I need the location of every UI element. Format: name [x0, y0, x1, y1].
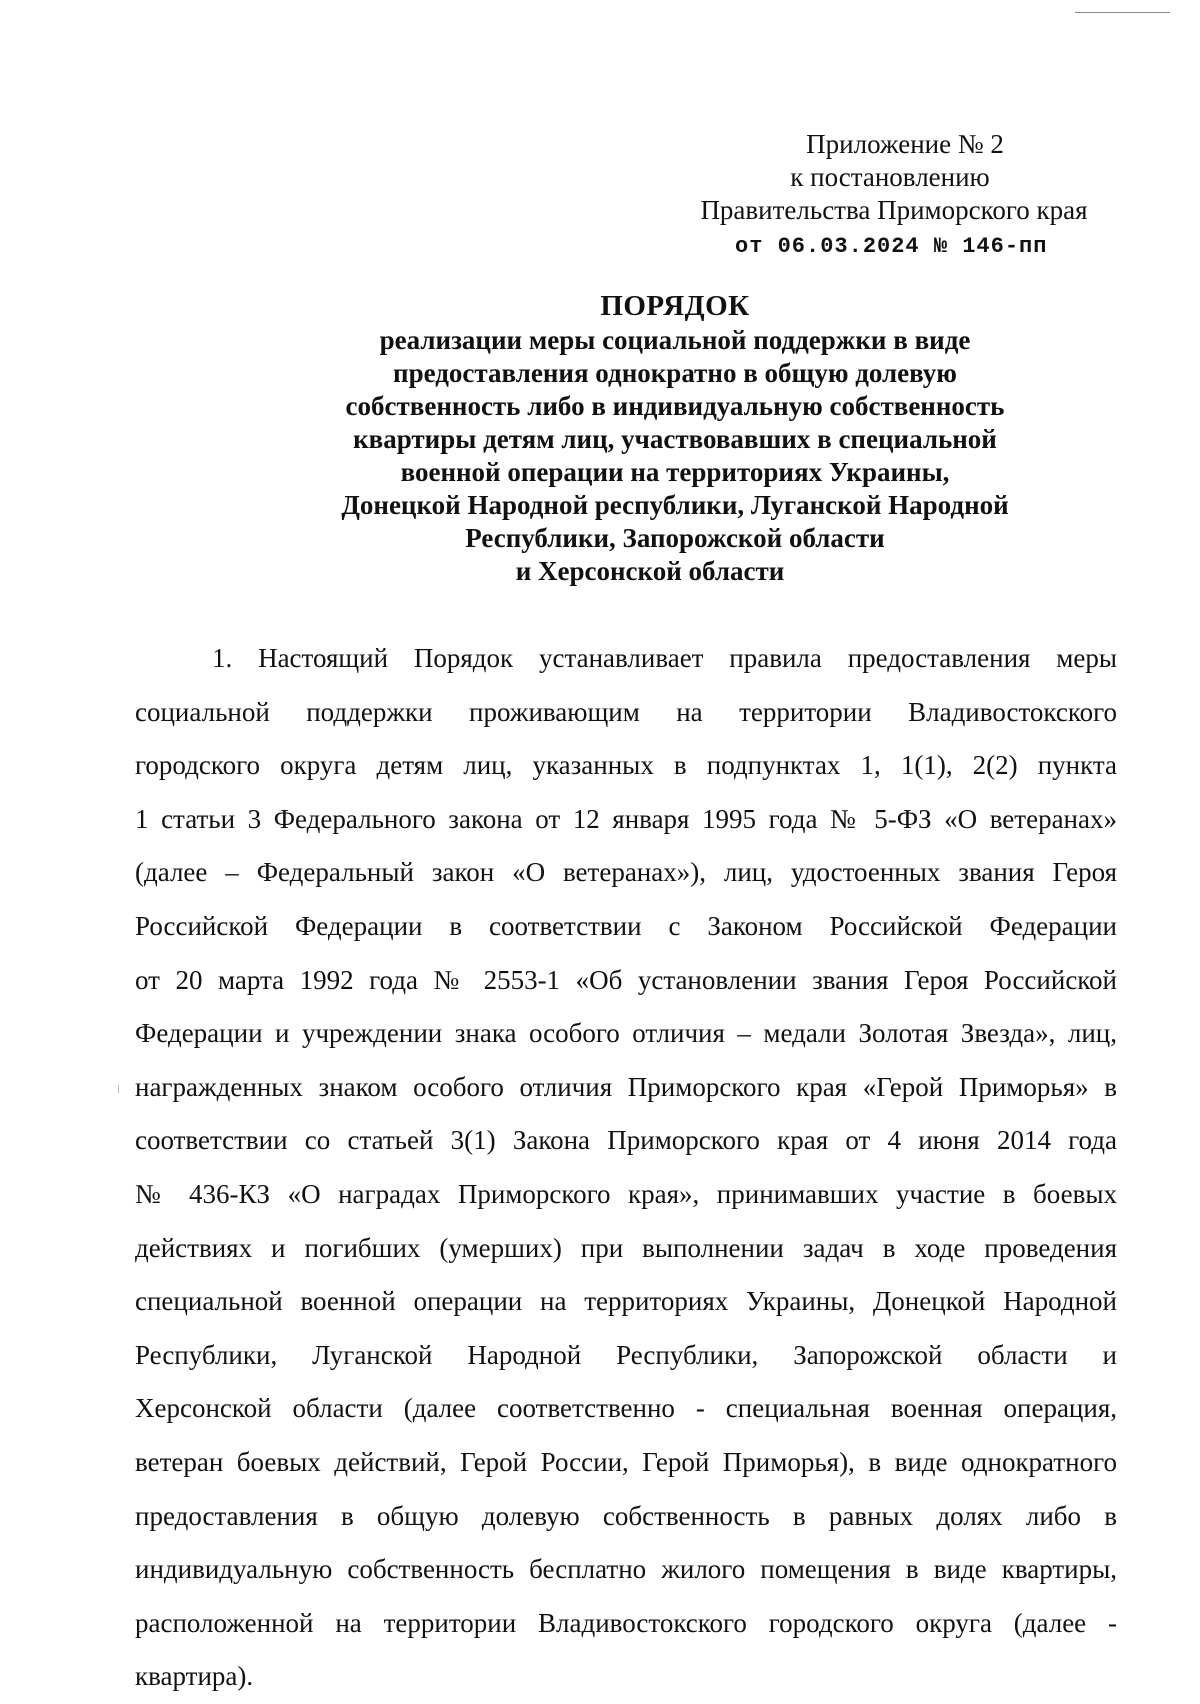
subtitle-line: и Херсонской области — [515, 556, 785, 586]
subtitle-line: квартиры детям лиц, участвовавших в специальной — [353, 424, 997, 454]
subtitle-line: предоставления однократно в общую долевую — [393, 358, 957, 388]
appendix-line: Приложение № 2 — [806, 129, 1004, 159]
subtitle-line: собственность либо в индивидуальную собственность — [345, 391, 1005, 421]
body-line: квартира). — [135, 1661, 254, 1692]
subtitle-line: Донецкой Народной республики, Луганской Народной — [341, 490, 1009, 520]
paragraph-1 — [135, 632, 1117, 1704]
body-line: соответствии со статьей 3(1) Закона Приморского края от 4 июня 2014 года — [135, 1125, 1117, 1156]
body-line: расположенной на территории Владивостокского городского округа (далее - — [135, 1607, 1117, 1638]
subtitle-line: Республики, Запорожской области — [465, 523, 885, 553]
subtitle-line: военной операции на территориях Украины, — [400, 457, 950, 487]
appendix-line: к постановлению — [790, 162, 990, 192]
document-title: ПОРЯДОК — [600, 290, 750, 322]
body-line: Федерации и учреждении знака особого отличия – медали Золотая Звезда», лиц, — [135, 1018, 1117, 1049]
body-line: индивидуальную собственность бесплатно жилого помещения в виде квартиры, — [135, 1554, 1117, 1585]
top-rule-divider — [1075, 12, 1170, 13]
document-date-number-stamp: от 06.03.2024 № 146-пп — [735, 234, 1048, 259]
body-line: специальной военной операции на территориях Украины, Донецкой Народной — [135, 1286, 1117, 1317]
body-line: Российской Федерации в соответствии с Законом Российской Федерации — [135, 910, 1117, 941]
body-line: городского округа детям лиц, указанных в подпунктах 1, 1(1), 2(2) пункта — [135, 750, 1117, 781]
body-line: предоставления в общую долевую собственность в равных долях либо в — [135, 1500, 1117, 1531]
appendix-line: Правительства Приморского края — [700, 195, 1088, 225]
body-line: социальной поддержки проживающим на территории Владивостокского — [135, 696, 1117, 727]
body-line: Херсонской области (далее соответственно - специальная военная операция, — [135, 1393, 1117, 1424]
body-line: Республики, Луганской Народной Республики, Запорожской области и — [135, 1339, 1117, 1370]
body-line: (далее – Федеральный закон «О ветеранах»), лиц, удостоенных звания Героя — [135, 857, 1117, 888]
body-line: 1 статьи 3 Федерального закона от 12 января 1995 года № 5-ФЗ «О ветеранах» — [135, 803, 1117, 834]
body-line: действиях и погибших (умерших) при выполнении задач в ходе проведения — [135, 1232, 1117, 1263]
body-line: № 436-КЗ «О наградах Приморского края», принимавших участие в боевых — [135, 1178, 1117, 1209]
subtitle-line: реализации меры социальной поддержки в виде — [379, 325, 971, 355]
body-line: от 20 марта 1992 года № 2553-1 «Об установлении звания Героя Российской — [135, 964, 1117, 995]
scan-margin-mark — [118, 1085, 119, 1093]
body-line: награжденных знаком особого отличия Приморского края «Герой Приморья» в — [135, 1071, 1117, 1102]
body-line: 1. Настоящий Порядок устанавливает правила предоставления меры — [212, 643, 1117, 673]
appendix-header — [660, 128, 1120, 227]
document-subtitle — [200, 324, 1150, 588]
body-line: ветеран боевых действий, Герой России, Герой Приморья), в виде однократного — [135, 1446, 1117, 1477]
